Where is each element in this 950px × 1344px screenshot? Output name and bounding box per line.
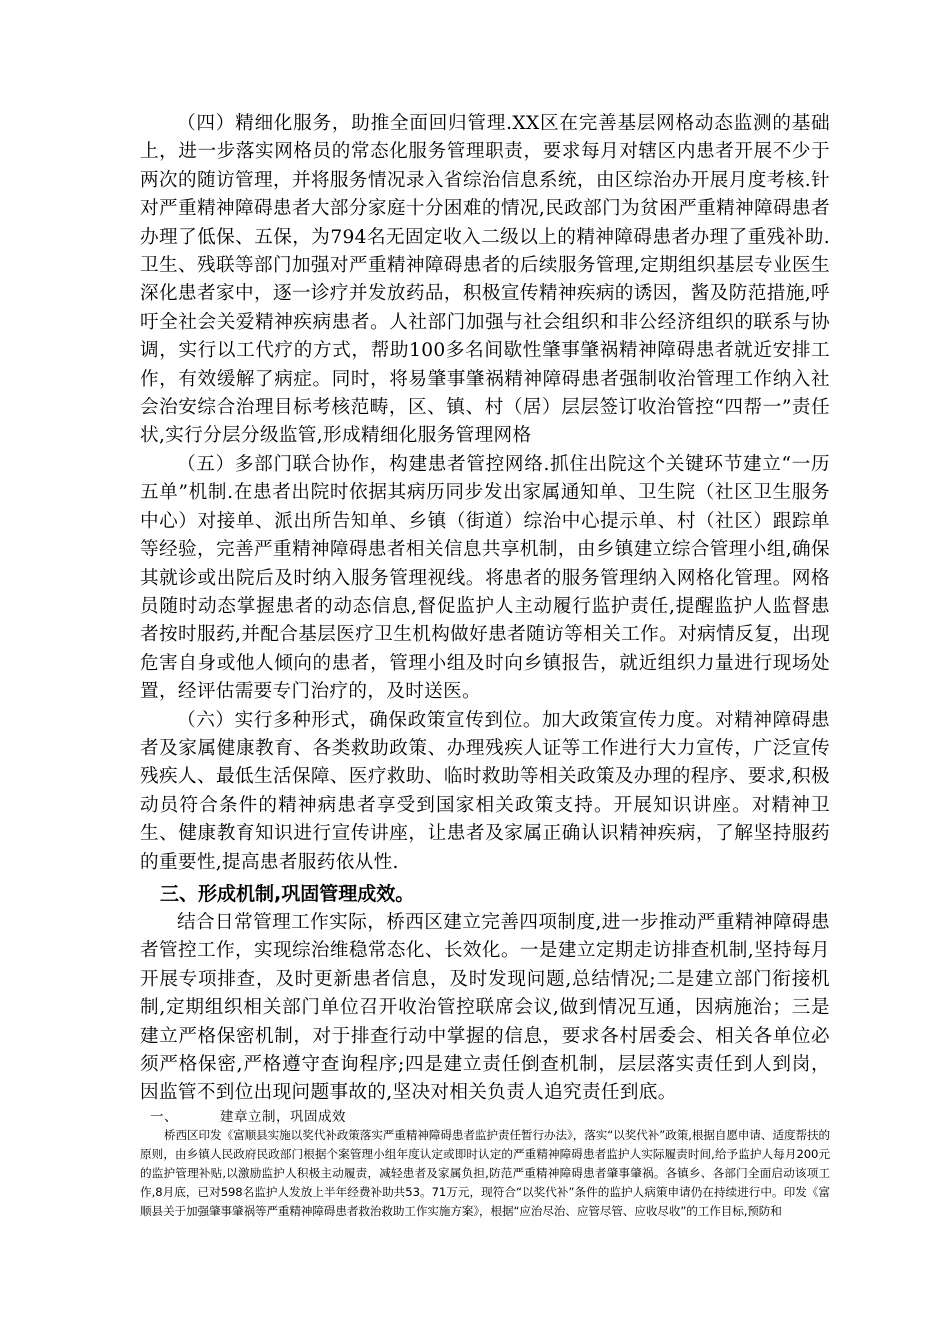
sub-heading-text: 建章立制，巩固成效 xyxy=(220,1108,346,1125)
section-heading: 三、形成机制,巩固管理成效。 xyxy=(160,882,415,905)
sub-heading xyxy=(140,1108,830,1126)
sub-heading-number: 一、 xyxy=(150,1108,178,1125)
small-paragraph: 桥西区印发《富顺县实施以奖代补政策落实严重精神障碍患者监护责任暂行办法》，落实“以奖代补”政策,根据自愿申请、适度帮扶的原则，由乡镇人民政府民政部门根据个案管理小组年度认定或即时认定的严重精神障碍患者监护人实际履责时间,给予监护人每月200元的监护管理补贴,以激励监护人积极主动履责，减轻患者及家属负担,防范严重精神障碍患者肇事肇祸。各镇乡、各部门全面启动该项工作,8月底，已对598名监护人发放上半年经费补助共53。71万元，现符合“以奖代补”条件的监护人病策申请仍在持续进行中。印发《富顺县关于加强肇事肇祸等严重精神障碍患者救治救助工作实施方案》，根据“应治尽治、应管尽管、应收尽收”的工作目标,预防和 xyxy=(140,1127,830,1218)
paragraph-mechanisms: 结合日常管理工作实际，桥西区建立完善四项制度,进一步推动严重精神障碍患者管控工作，实现综治维稳常态化、长效化。一是建立定期走访排查机制,坚持每月开展专项排查，及时更新患者信息，及时发现问题,总结情况;二是建立部门衔接机制,定期组织相关部门单位召开收治管控联席会议,做到情况互通，因病施治；三是建立严格保密机制，对于排查行动中掌握的信息，要求各村居委会、相关各单位必须严格保密,严格遵守查询程序;四是建立责任倒查机制，层层落实责任到人到岗，因监管不到位出现问题事故的,坚决对相关负责人追究责任到底。 xyxy=(140,911,830,1104)
paragraph-section-4: （四）精细化服务，助推全面回归管理.XX区在完善基层网格动态监测的基础上，进一步落实网格员的常态化服务管理职责，要求每月对辖区内患者开展不少于两次的随访管理，并将服务情况录入省综治信息系统，由区综治办开展月度考核.针对严重精神障碍患者大部分家庭十分困难的情况,民政部门为贫困严重精神障碍患者办理了低保、五保，为794名无固定收入二级以上的精神障碍患者办理了重残补助.卫生、残联等部门加强对严重精神障碍患者的后续服务管理,定期组织基层专业医生深化患者家中，逐一诊疗并发放药品，积极宣传精神疾病的诱因，酱及防范措施,呼吁全社会关爱精神疾病患者。人社部门加强与社会组织和非公经济组织的联系与协调，实行以工代疗的方式，帮助100多名间歇性肇事肇祸精神障碍患者就近安排工作，有效缓解了病症。同时，将易肇事肇祸精神障碍患者强制收治管理工作纳入社会治安综合治理目标考核范畴，区、镇、村（居）层层签订收治管控“四帮一”责任状,实行分层分级监管,形成精细化服务管理网格 xyxy=(140,113,830,447)
paragraph-section-5: （五）多部门联合协作，构建患者管控网络.抓住出院这个关键环节建立“一历五单”机制.在患者出院时依据其病历同步发出家属通知单、卫生院（社区卫生服务中心）对接单、派出所告知单、乡镇（街道）综治中心提示单、村（社区）跟踪单等经验，完善严重精神障碍患者相关信息共享机制，由乡镇建立综合管理小组,确保其就诊或出院后及时纳入服务管理视线。将患者的服务管理纳入网格化管理。网格员随时动态掌握患者的动态信息,督促监护人主动履行监护责任,提醒监护人监督患者按时服药,并配合基层医疗卫生机构做好患者随访等相关工作。对病情反复，出现危害自身或他人倾向的患者，管理小组及时向乡镇报告，就近组织力量进行现场处置，经评估需要专门治疗的，及时送医。 xyxy=(140,453,830,703)
document-body xyxy=(140,110,830,1221)
paragraph-section-6: （六）实行多种形式，确保政策宣传到位。加大政策宣传力度。对精神障碍患者及家属健康教育、各类救助政策、办理残疾人证等工作进行大力宣传，广泛宣传残疾人、最低生活保障、医疗救助、临时救助等相关政策及办理的程序、要求,积极动员符合条件的精神病患者享受到国家相关政策支持。开展知识讲座。对精神卫生、健康教育知识进行宣传讲座，让患者及家属正确认识精神疾病，了解坚持服药的重要性,提高患者服药依从性. xyxy=(140,709,830,873)
